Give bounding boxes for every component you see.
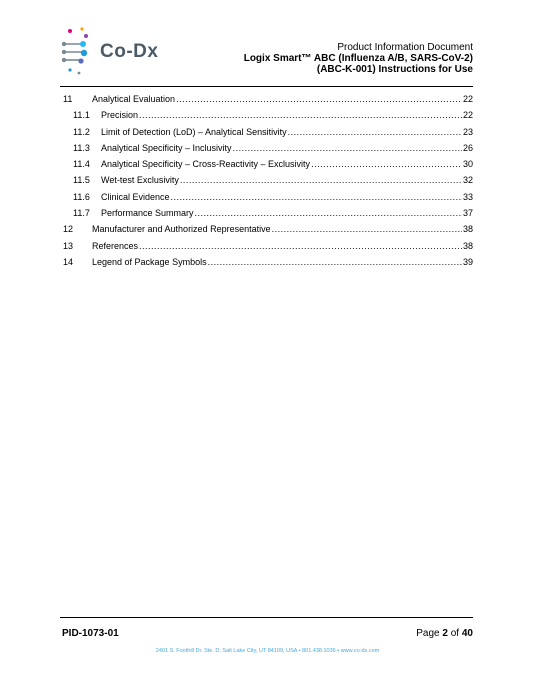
toc-entry-page: 37	[462, 208, 473, 219]
document-id: PID-1073-01	[62, 628, 119, 639]
toc-dot-leader	[311, 159, 462, 169]
toc-entry-title: Analytical Specificity – Inclusivity	[101, 142, 232, 153]
page-current: 2	[442, 628, 448, 639]
document-header	[244, 42, 473, 75]
toc-dot-leader	[139, 110, 462, 120]
toc-entry-number: 11.1	[73, 110, 90, 121]
toc-entry-number: 14	[63, 256, 74, 267]
page-of: of	[450, 628, 460, 639]
toc-entry[interactable]	[63, 208, 473, 224]
toc-entry-page: 39	[462, 256, 473, 267]
product-line: Logix Smart™ ABC (Influenza A/B, SARS-CoV-2)	[243, 53, 473, 64]
toc-entry-page: 33	[462, 191, 473, 202]
toc-entry-title: Clinical Evidence	[101, 191, 170, 202]
toc-entry-title: Manufacturer and Authorized Representative	[92, 224, 271, 235]
toc-entry[interactable]	[63, 127, 473, 143]
brand-name: Co-Dx	[100, 41, 159, 62]
toc-entry[interactable]	[63, 257, 473, 273]
toc-dot-leader	[233, 143, 462, 153]
toc-entry[interactable]	[63, 192, 473, 208]
toc-entry-page: 30	[462, 159, 473, 170]
toc-entry-title: Limit of Detection (LoD) – Analytical Sensitivity	[101, 126, 287, 137]
footer-divider	[60, 617, 473, 618]
toc-dot-leader	[288, 127, 462, 137]
toc-entry-title: Performance Summary	[101, 208, 194, 219]
toc-entry-page: 38	[462, 224, 473, 235]
toc-entry[interactable]	[63, 241, 473, 257]
page-number	[416, 628, 473, 639]
toc-entry-number: 11.7	[73, 208, 90, 219]
toc-entry-number: 11.3	[73, 142, 90, 153]
toc-dot-leader	[272, 224, 462, 234]
toc-dot-leader	[176, 94, 462, 104]
toc-entry-number: 11.2	[73, 126, 90, 137]
toc-entry[interactable]	[63, 224, 473, 240]
toc-entry-number: 12	[63, 224, 74, 235]
footer-address: 2401 S. Foothill Dr. Ste. D, Salt Lake City, UT 84109, USA • 801.438.1036 • www.co-dx.com	[155, 648, 380, 654]
doc-type: Product Information Document	[337, 42, 473, 53]
toc-entry-page: 32	[462, 175, 473, 186]
toc-entry-number: 11.6	[73, 191, 90, 202]
table-of-contents	[63, 94, 473, 273]
toc-entry[interactable]	[63, 110, 473, 126]
toc-entry-number: 13	[63, 240, 74, 251]
page-total: 40	[461, 628, 473, 639]
toc-entry-page: 38	[462, 240, 473, 251]
product-code-line: (ABC-K-001) Instructions for Use	[316, 64, 473, 75]
toc-entry-title: Analytical Specificity – Cross-Reactivity – Exclusivity	[101, 159, 311, 170]
toc-entry-title: Wet-test Exclusivity	[101, 175, 179, 186]
toc-entry-number: 11	[63, 94, 73, 104]
toc-entry[interactable]	[63, 159, 473, 175]
toc-entry[interactable]	[63, 94, 473, 110]
header-divider	[60, 86, 473, 87]
toc-dot-leader	[139, 241, 462, 251]
toc-entry-title: References	[92, 240, 139, 251]
toc-entry-page: 22	[462, 110, 473, 121]
page-prefix: Page	[416, 628, 440, 639]
toc-dot-leader	[171, 192, 462, 202]
toc-entry-page: 26	[462, 142, 473, 153]
toc-entry-title: Precision	[101, 110, 139, 121]
toc-dot-leader	[195, 208, 462, 218]
toc-entry-title: Analytical Evaluation	[92, 94, 176, 104]
toc-dot-leader	[208, 257, 462, 267]
toc-dot-leader	[180, 175, 462, 185]
toc-entry-page: 22	[462, 94, 473, 104]
toc-entry-title: Legend of Package Symbols	[92, 256, 207, 267]
toc-entry-number: 11.5	[73, 175, 90, 186]
toc-entry[interactable]	[63, 143, 473, 159]
toc-entry[interactable]	[63, 175, 473, 191]
toc-entry-page: 23	[462, 126, 473, 137]
toc-entry-number: 11.4	[73, 159, 90, 170]
